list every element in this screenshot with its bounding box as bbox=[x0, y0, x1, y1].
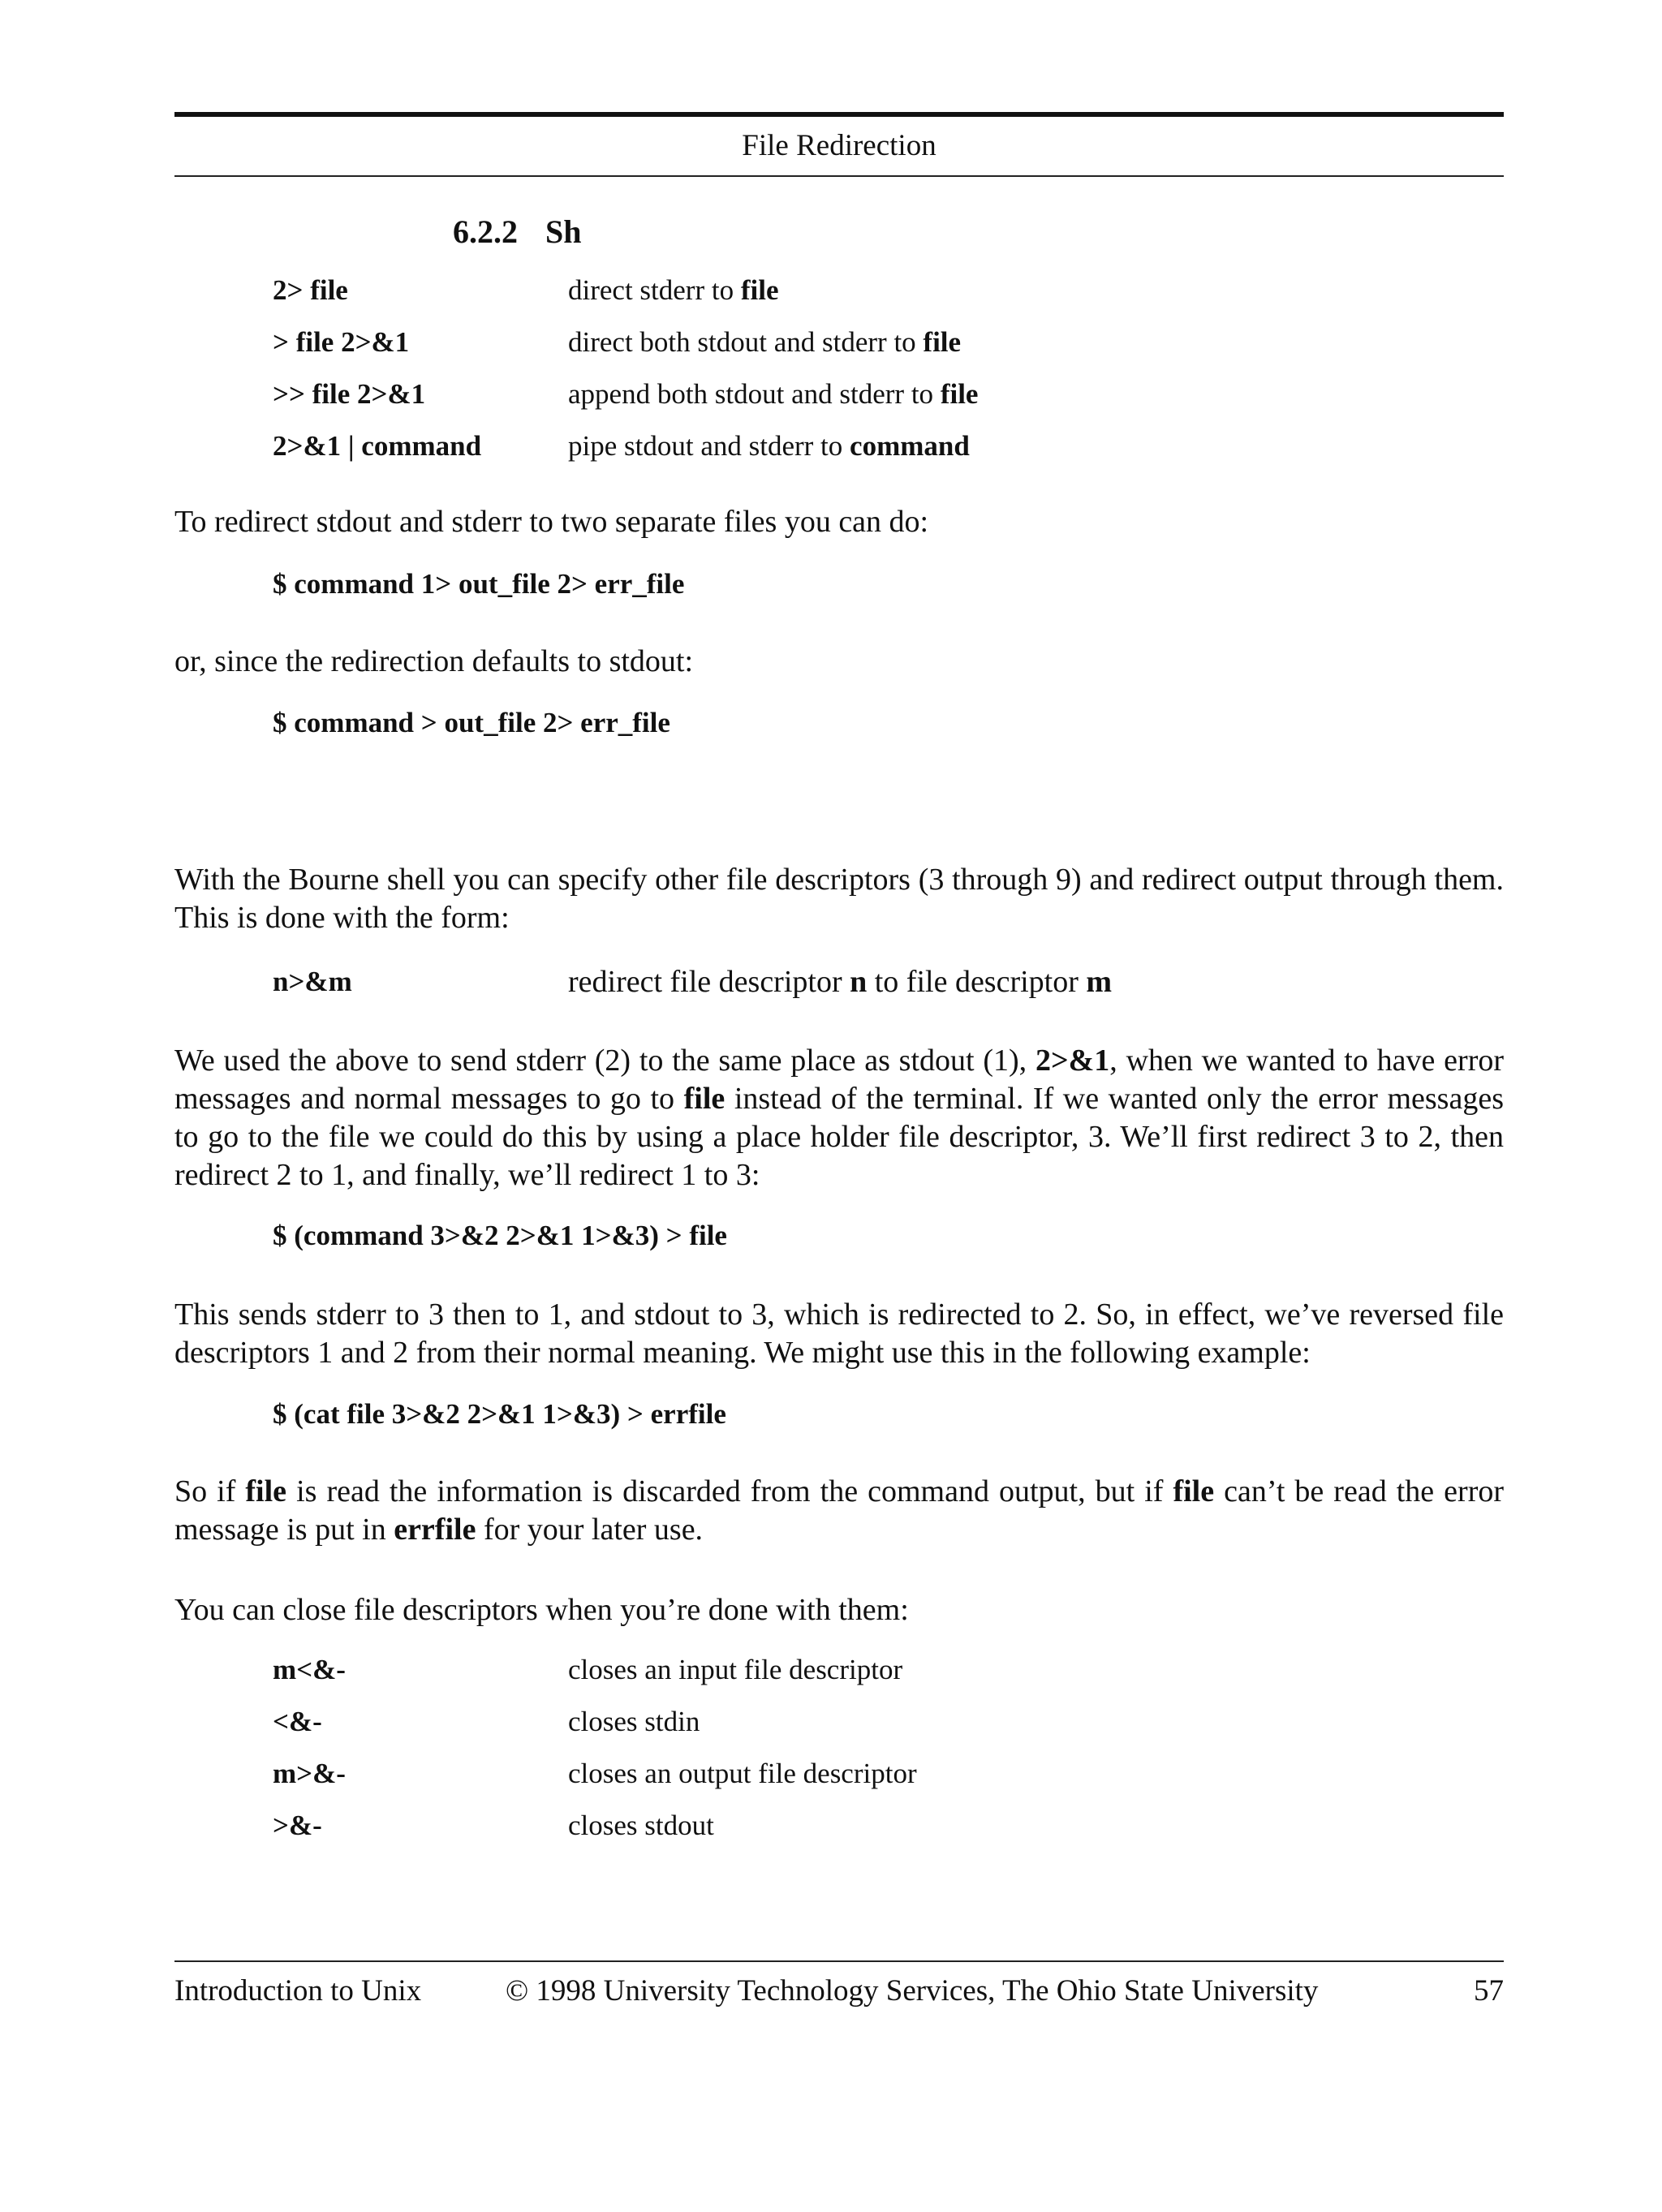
page-number: 57 bbox=[1474, 1974, 1504, 2008]
code-example: $ (cat file 3>&2 2>&1 1>&3) > errfile bbox=[273, 1398, 726, 1430]
header-bottom-rule bbox=[174, 175, 1504, 177]
table-desc: closes an input file descriptor bbox=[568, 1654, 903, 1685]
table-desc: pipe stdout and stderr to command bbox=[568, 430, 970, 462]
table-desc: redirect file descriptor n to file descriptor m bbox=[568, 965, 1113, 999]
table-term: >> file 2>&1 bbox=[273, 378, 426, 410]
section-heading bbox=[453, 213, 582, 252]
footer-rule bbox=[174, 1960, 1504, 1962]
table-term: m<&- bbox=[273, 1654, 346, 1685]
table-desc: append both stdout and stderr to file bbox=[568, 378, 979, 410]
table-desc: direct stderr to file bbox=[568, 274, 779, 306]
code-example: $ command 1> out_file 2> err_file bbox=[273, 568, 685, 600]
table-term: n>&m bbox=[273, 966, 352, 997]
code-example: $ (command 3>&2 2>&1 1>&3) > file bbox=[273, 1220, 727, 1251]
paragraph: So if file is read the information is discarded from the command output, but if file can’t be read the error message is put in errfile for your later use. bbox=[174, 1474, 1504, 1547]
paragraph: To redirect stdout and stderr to two separate files you can do: bbox=[174, 505, 929, 539]
table-desc: closes stdin bbox=[568, 1706, 700, 1737]
table-term: > file 2>&1 bbox=[273, 326, 410, 358]
table-desc: direct both stdout and stderr to file bbox=[568, 326, 962, 358]
paragraph: or, since the redirection defaults to stdout: bbox=[174, 644, 694, 678]
table-term: <&- bbox=[273, 1706, 322, 1737]
section-number: 6.2.2 bbox=[453, 213, 518, 250]
footer-copyright: © 1998 University Technology Services, The Ohio State University bbox=[506, 1974, 1319, 2008]
paragraph: With the Bourne shell you can specify other file descriptors (3 through 9) and redirect output through them. This is done with the form: bbox=[174, 863, 1504, 935]
table-term: >&- bbox=[273, 1810, 322, 1841]
footer-title: Introduction to Unix bbox=[174, 1974, 422, 2008]
paragraph: We used the above to send stderr (2) to the same place as stdout (1), 2>&1, when we wanted to have error messages and normal messages to go to file instead of the terminal. If we wanted only the error messages to go to the file we could do this by using a place holder file descriptor, 3. We’ll first redirect 3 to 2, then redirect 2 to 1, and finally, we’ll redirect 1 to 3: bbox=[174, 1044, 1505, 1192]
header-top-rule bbox=[174, 112, 1504, 117]
table-term: m>&- bbox=[273, 1758, 346, 1789]
running-header: File Redirection bbox=[742, 129, 936, 162]
table-desc: closes an output file descriptor bbox=[568, 1758, 917, 1789]
page-footer bbox=[174, 1973, 1504, 2009]
table-term: 2> file bbox=[273, 274, 348, 306]
section-title: Sh bbox=[545, 213, 582, 250]
paragraph: This sends stderr to 3 then to 1, and stdout to 3, which is redirected to 2. So, in effect, we’ve reversed file descriptors 1 and 2 from their normal meaning. We might use this in the following example: bbox=[174, 1298, 1504, 1370]
code-example: $ command > out_file 2> err_file bbox=[273, 707, 670, 738]
table-term: 2>&1 | command bbox=[273, 430, 482, 462]
table-desc: closes stdout bbox=[568, 1810, 714, 1841]
paragraph: You can close file descriptors when you’re done with them: bbox=[174, 1593, 909, 1627]
